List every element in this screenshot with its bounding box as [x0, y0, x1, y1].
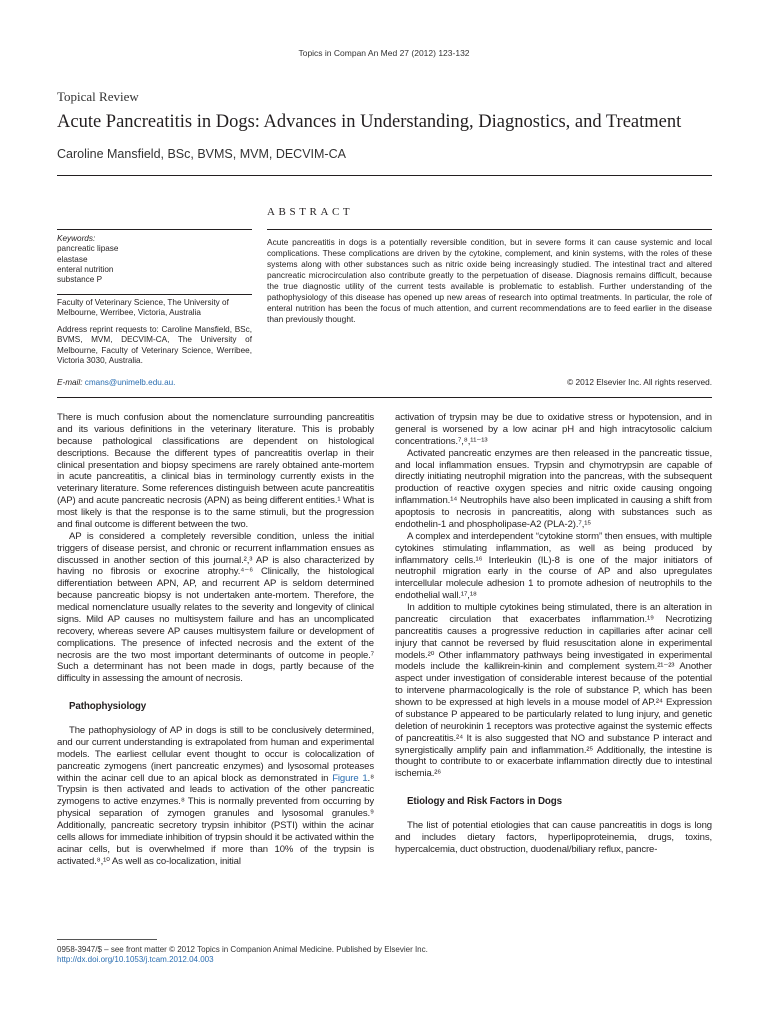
copyright-line: © 2012 Elsevier Inc. All rights reserved. — [567, 377, 712, 387]
footer-rule — [57, 939, 157, 940]
abstract-rule — [267, 229, 712, 230]
keywords-label: Keywords: — [57, 234, 96, 243]
abstract-heading: ABSTRACT — [267, 206, 354, 218]
paragraph-text: .⁸ Trypsin is then activated and leads to activation of the other pancreatic zymogens to active enzymes.⁸ This is normally prevented from occurring by physical separation of zymogen granules and lysosomal granules.⁹ Additionally, pancreatic secretory trypsin inhibitor (PSTI) within the acinar cells allows for immediate inhibition of trypsin should it be activated within the acinar cells, but is overwhelmed if more than 10% of the trypsin is activated.⁸,¹⁰ As well as co-localization, initial — [57, 772, 374, 867]
reprint-address: Address reprint requests to: Caroline Mansfield, BSc, BVMS, MVM, DECVIM-CA, The University of Melbourne, Faculty of Veterinary Science, Werribee, Victoria 3030, Australia. — [57, 325, 252, 365]
affiliation-rule — [57, 294, 252, 295]
journal-reference: Topics in Compan An Med 27 (2012) 123-132 — [298, 48, 470, 58]
body-paragraph: A complex and interdependent “cytokine storm” then ensues, with multiple cytokines stimulating inflammation, as well as being produced by inflammatory cells.¹⁶ Interleukin (IL)-8 is one of the major initiators of neutrophil migration early in the course of AP and also upregulates intercellular molecule adhesion 1 to promote adhesion of neutrophils to the endothelial wall.¹⁷,¹⁸ — [395, 530, 712, 602]
keywords-block — [57, 234, 252, 285]
section-label: Topical Review — [57, 89, 139, 104]
header-rule — [57, 175, 712, 176]
email-line — [57, 378, 252, 388]
body-paragraph: AP is considered a completely reversible condition, unless the initial triggers of disease persist, and chronic or recurrent inflammation ensues as discussed in another section of this journal.²,³ AP is also characterized by having no fibrosis or exocrine atrophy.⁴⁻⁶ Clinically, the histological differentiation between APN, AP, and recurrent AP is seldom determined because pancreatic biopsy is not undertaken ante-mortem. Therefore, the medical nomenclature usually relates to the severity and longevity of clinical signs. Mild AP causes no multisystem failure and has an uncomplicated recovery, whereas severe AP causes multisystem failure or development of complications. The presence of infected necrosis and the extent of the necrosis are the two most important determinants of outcome in people.⁷ Such a determinant has not been made in dogs, partly because of the difficulty in assessing the amount of necrosis. — [57, 530, 374, 685]
body-column-right — [395, 412, 712, 856]
keyword-item: enteral nutrition — [57, 264, 114, 274]
body-paragraph: activation of trypsin may be due to oxidative stress or hypotension, and in general is worsened by a low acinar pH and high intracytosolic calcium concentrations.⁷,⁸,¹¹⁻¹³ — [395, 412, 712, 447]
body-paragraph: Activated pancreatic enzymes are then released in the pancreatic tissue, and local inflammation ensues. Trypsin and chymotrypsin are capable of directly initiating neutrophil migration into the pancreas, with the subsequent production of reactive oxygen species and nitric oxide causing ongoing inflammation.¹⁴ Neutrophils have also been implicated in causing a shift from apoptosis to necrosis in pancreatitis, along with substances such as endothelin-1 and phospholipase-A2 (PLA-2).⁷,¹⁵ — [395, 447, 712, 530]
email-link[interactable]: cmans@unimelb.edu.au. — [84, 378, 176, 387]
body-paragraph: The list of potential etiologies that can cause pancreatitis in dogs is long and includes dietary factors, hyperlipoproteinemia, drugs, toxins, hypercalcemia, duct obstruction, duodenal/biliary reflux, pancre- — [395, 820, 712, 855]
paragraph-text: The pathophysiology of AP in dogs is still to be conclusively determined, and our current understanding is extrapolated from human and experimental models. The earliest cellular event thought to occur is colocalization of pancreatic zymogens (inert pancreatic enzymes) and lysosomal proteases within the acinar cell due to an apical block as demonstrated in — [57, 725, 374, 784]
footer-license: 0958-3947/$ – see front matter © 2012 Topics in Companion Animal Medicine. Published by Elsevier Inc. — [57, 945, 428, 954]
body-paragraph — [57, 725, 374, 868]
body-paragraph: There is much confusion about the nomenclature surrounding pancreatitis and its various definitions in the veterinary literature. This is probably because pathological classifications are dependent on histological descriptions. Because the different types of pancreatitis overlap in their clinical presentation and biopsy specimens are rarely obtained ante-mortem in acute pancreatitis, a clinical bias in terminology currently exists in the veterinary literature. Some references distinguish between acute pancreatitis (AP) and acute pancreatic necrosis (APN) as being different entities.¹ What is most likely is that the response is to the same stimuli, but the progression and final outcome is different between the two. — [57, 412, 374, 530]
figure-link[interactable]: Figure 1 — [332, 772, 368, 784]
body-column-left — [57, 412, 374, 868]
section-heading-pathophysiology: Pathophysiology — [69, 701, 147, 713]
keywords-rule — [57, 229, 252, 230]
keyword-item: pancreatic lipase — [57, 244, 119, 254]
email-label: E-mail: — [57, 378, 83, 387]
abstract-text: Acute pancreatitis in dogs is a potentially reversible condition, but in severe forms it can cause systemic and local complications. These complications are driven by the cytokine, complement, and kinin systems, with the roles of these systems along with other substances such as nitric oxide being increasingly studied. The intestinal tract and altered pancreatic microcirculation also contribute greatly to the perpetuation of disease. Diagnosis remains difficult, because the true diagnostic utility of the current tests available is problematic to establish. Further understanding of the pathophysiology of this disease has opened up new areas of research into optimal treatments. In particular, the role of enteral nutrition has been the focus of much attention, and current recommendations are to feed earlier in the disease than previously thought. — [267, 237, 712, 324]
keyword-item: substance P — [57, 275, 103, 285]
article-title: Acute Pancreatitis in Dogs: Advances in Understanding, Diagnostics, and Treatment — [57, 112, 682, 132]
footer — [57, 945, 428, 964]
body-paragraph: In addition to multiple cytokines being stimulated, there is an alteration in pancreatic circulation that exacerbates inflammation.¹⁹ Necrotizing pancreatitis causes a progressive reduction in capillaries after acinar cell injury that cannot be reversed by fluid resuscitation alone in experimental models.²⁰ Other inflammatory pathways being investigated in experimental models include the kallikrein-kinin and complement system.²¹⁻²³ Another aspect under investigation of considerable interest because of the potential to intervene pharmacologically is the role of substance P, which has been shown to be expressed at high levels in a mouse model of AP.²⁴ Expression of substance P appeared to be particularly related to lung injury, and genetic deletion of neurokinin 1 receptors was protective against the systemic effects of pancreatitis.²⁴ It is also suggested that NO and substance P interact and synergistically amplify pain and inflammation.²⁵ Additionally, the intestine is thought to contribute to or exacerbate inflammation directly due to intestinal ischemia.²⁶ — [395, 602, 712, 780]
affiliation: Faculty of Veterinary Science, The University of Melbourne, Werribee, Victoria, Australia — [57, 298, 229, 318]
author-line: Caroline Mansfield, BSc, BVMS, MVM, DECVIM-CA — [57, 147, 346, 161]
section-heading-etiology: Etiology and Risk Factors in Dogs — [407, 796, 562, 808]
doi-link[interactable]: http://dx.doi.org/10.1053/j.tcam.2012.04.003 — [57, 954, 214, 964]
abstract-bottom-rule — [57, 397, 712, 398]
keyword-item: elastase — [57, 254, 88, 264]
